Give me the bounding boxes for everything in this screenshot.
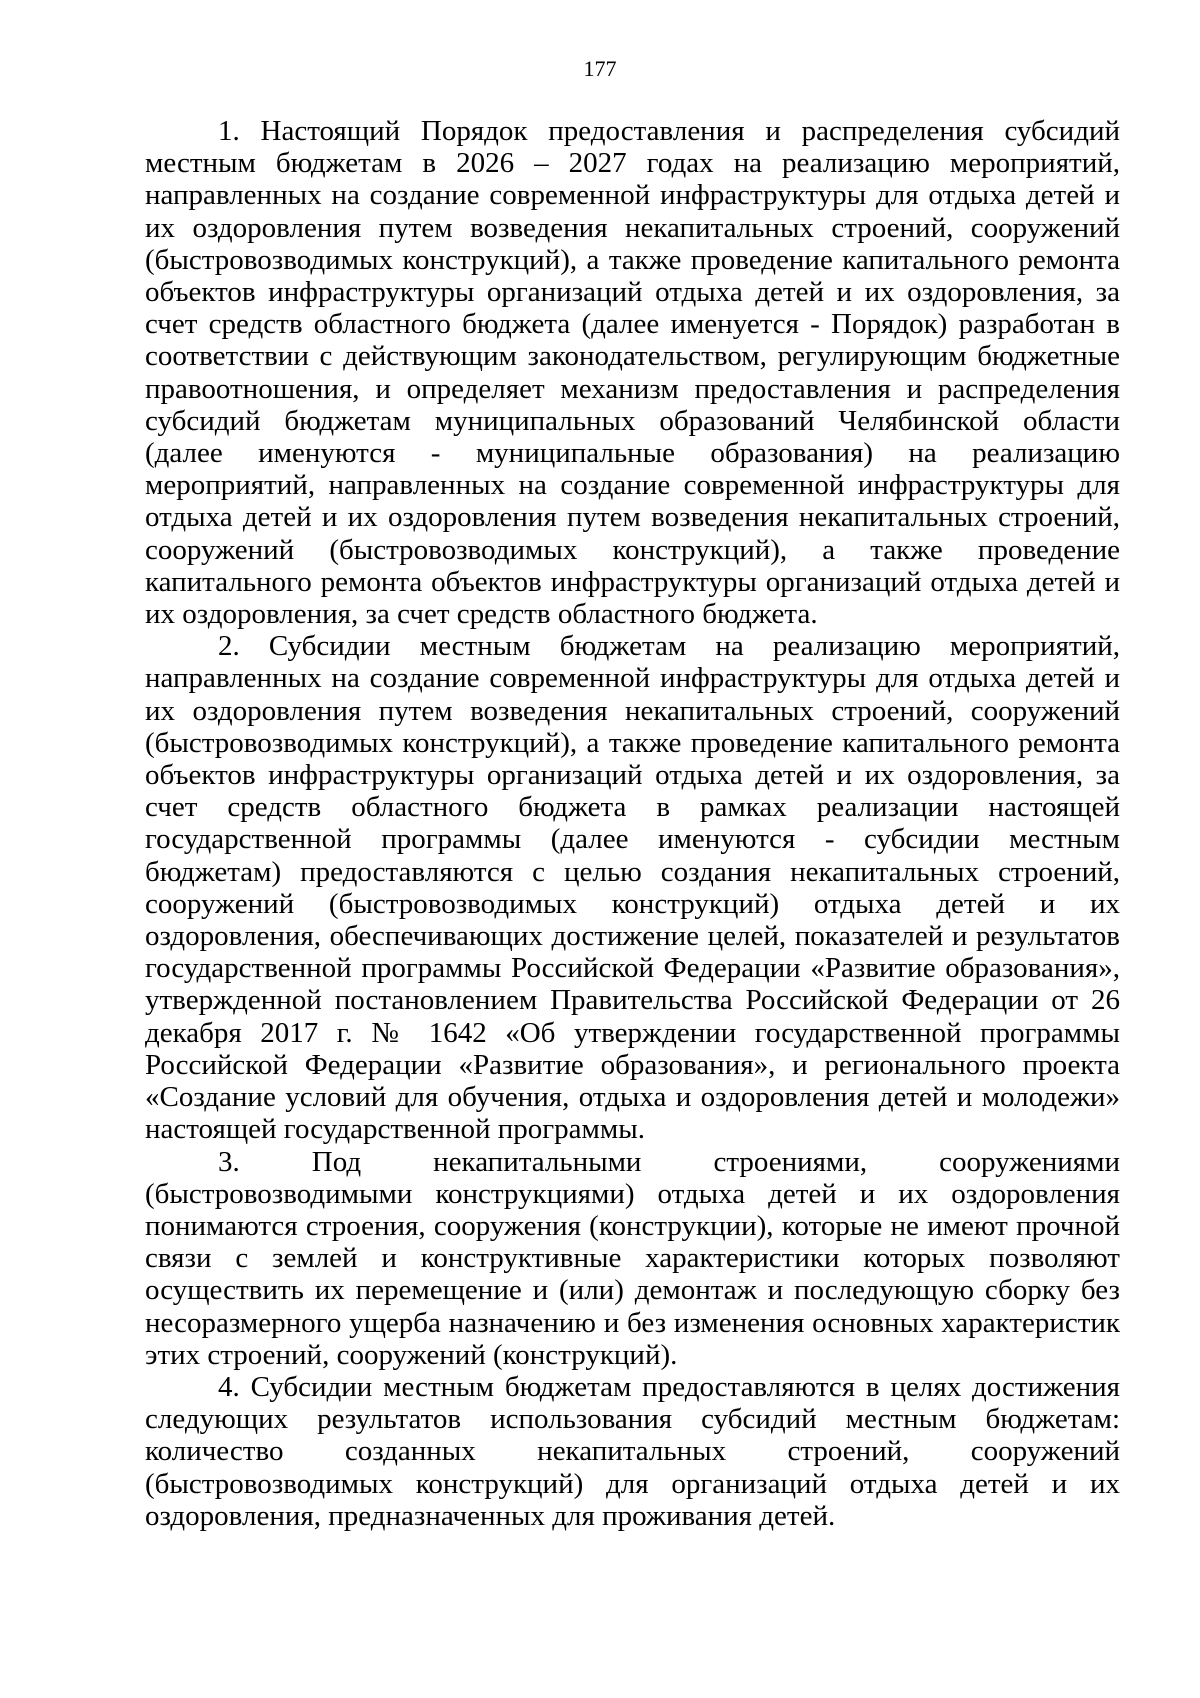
paragraph-4: 4. Субсидии местным бюджетам предоставляются в целях достижения следующих результатов использования субсидий местным бюджетам: количество созданных некапитальных строений, сооружений (быстровозводимых конструкций) для организаций отдыха детей и их оздоровления, предназначенных для проживания детей.: [145, 1370, 1120, 1532]
paragraph-1: 1. Настоящий Порядок предоставления и распределения субсидий местным бюджетам в 2026 – 2027 годах на реализацию мероприятий, направленных на создание современной инфраструктуры для отдыха детей и их оздоровления путем возведения некапитальных строений, сооружений (быстровозводимых конструкций), а также проведение капитального ремонта объектов инфраструктуры организаций отдыха детей и их оздоровления, за счет средств областного бюджета (далее именуется - Порядок) разработан в соответствии с действующим законодательством, регулирующим бюджетные правоотношения, и определяет механизм предоставления и распределения субсидий бюджетам муниципальных образований Челябинской области (далее именуются - муниципальные образования) на реализацию мероприятий, направленных на создание современной инфраструктуры для отдыха детей и их оздоровления путем возведения некапитальных строений, сооружений (быстровозводимых конструкций), а также проведение капитального ремонта объектов инфраструктуры организаций отдыха детей и их оздоровления, за счет средств областного бюджета.: [145, 115, 1120, 631]
page-number: 177: [583, 56, 617, 81]
paragraph-2: 2. Субсидии местным бюджетам на реализацию мероприятий, направленных на создание современной инфраструктуры для отдыха детей и их оздоровления путем возведения некапитальных строений, сооружений (быстровозводимых конструкций), а также проведение капитального ремонта объектов инфраструктуры организаций отдыха детей и их оздоровления, за счет средств областного бюджета в рамках реализации настоящей государственной программы (далее именуются - субсидии местным бюджетам) предоставляются с целью создания некапитальных строений, сооружений (быстровозводимых конструкций) отдыха детей и их оздоровления, обеспечивающих достижение целей, показателей и результатов государственной программы Российской Федерации «Развитие образования», утвержденной постановлением Правительства Российской Федерации от 26 декабря 2017 г. № 1642 «Об утверждении государственной программы Российской Федерации «Развитие образования», и регионального проекта «Создание условий для обучения, отдыха и оздоровления детей и молодежи» настоящей государственной программы.: [145, 630, 1120, 1146]
document-body: [145, 115, 1120, 1532]
paragraph-3: 3. Под некапитальными строениями, сооружениями (быстровозводимыми конструкциями) отдыха детей и их оздоровления понимаются строения, сооружения (конструкции), которые не имеют прочной связи с землей и конструктивные характеристики которых позволяют осуществить их перемещение и (или) демонтаж и последующую сборку без несоразмерного ущерба назначению и без изменения основных характеристик этих строений, сооружений (конструкций).: [145, 1145, 1120, 1371]
